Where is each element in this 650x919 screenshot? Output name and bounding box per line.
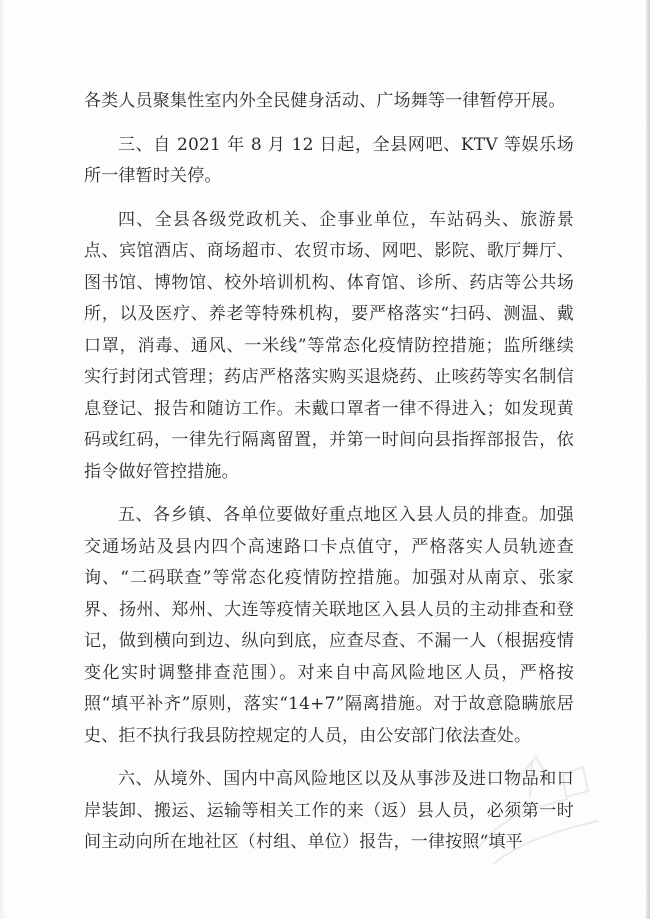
paragraph-1: 各类人员聚集性室内外全民健身活动、广场舞等一律暂停开展。 — [84, 91, 566, 111]
paragraph-3: 四、全县各级党政机关、企事业单位，车站码头、旅游景点、宾馆酒店、商场超市、农贸市场、网吧、影院、歌厅舞厅、图书馆、博物馆、校外培训机构、体育馆、诊所、药店等公共场所，以及医疗、养老等特殊机构，要严格落实“扫码、测温、戴口罩，消毒、通风、一米线”等常态化疫情防控措施；监所继续实行封闭式管理；药店严格落实购买退烧药、止咳药等实名制信息登记、报告和随访工作。未戴口罩者一律不得进入；如发现黄码或红码，一律先行隔离留置，并第一时间向县指挥部报告，依指令做好管控措施。 — [84, 209, 574, 482]
watermark-seal-icon — [458, 739, 618, 889]
paragraph-5: 六、从境外、国内中高风险地区以及从事涉及进口物品和口岸装卸、搬运、运输等相关工作的来（返）县人员，必须第一时间主动向所在地社区（村组、单位）报告，一律按照“填平 — [84, 769, 574, 852]
page-right-edge — [646, 0, 650, 919]
page-left-shadow — [0, 0, 6, 919]
paragraph-4: 五、各乡镇、各单位要做好重点地区入县人员的排查。加强交通场站及县内四个高速路口卡点值守，严格落实人员轨迹查询、“二码联查”等常态化疫情防控措施。加强对从南京、张家界、扬州、郑州、大连等疫情关联地区入县人员的主动排查和登记，做到横向到边、纵向到底，应查尽查、不漏一人（根据疫情变化实时调整排查范围）。对来自中高风险地区人员，严格按照“填平补齐”原则，落实“14+7”隔离措施。对于故意隐瞒旅居史、拒不执行我县防控规定的人员，由公安部门依法查处。 — [84, 505, 574, 746]
paragraph-2: 三、自 2021 年 8 月 12 日起，全县网吧、KTV 等娱乐场所一律暂时关停。 — [84, 134, 574, 186]
